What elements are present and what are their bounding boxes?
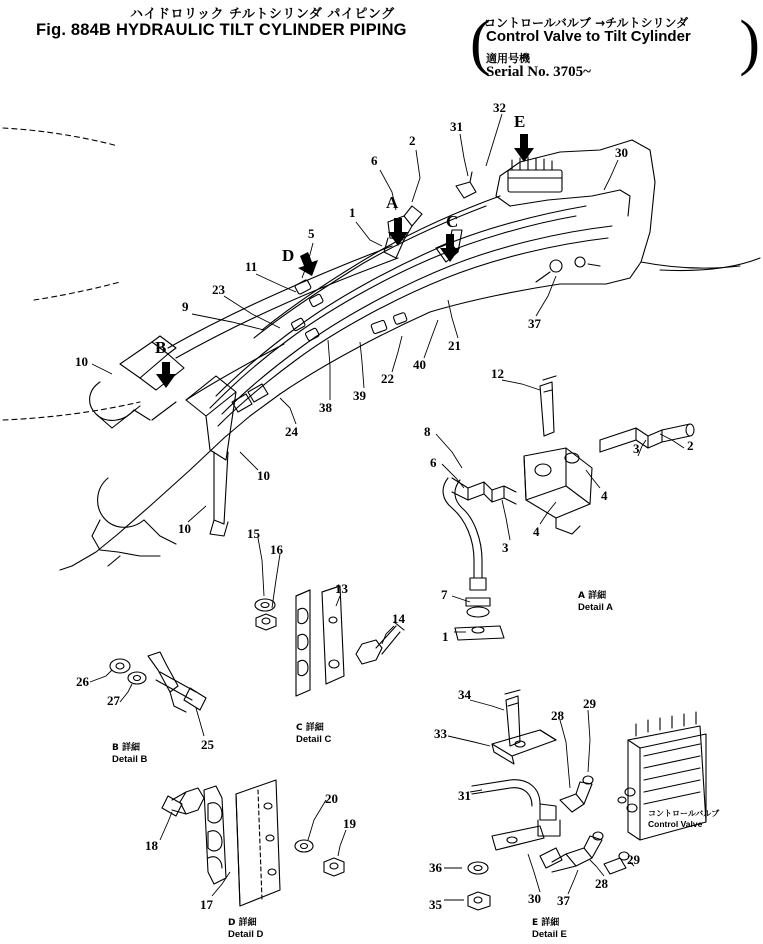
callout-26: 26	[76, 674, 89, 689]
callout-1-detail-a: 1	[442, 629, 449, 644]
paren-japanese-serial-label: 適用号機	[486, 52, 530, 65]
callout-21: 21	[448, 338, 461, 353]
section-letter-b: B	[155, 338, 167, 357]
callout-34: 34	[458, 687, 471, 702]
detail-caption-d-jp: D 詳細	[228, 918, 257, 928]
callout-12: 12	[491, 366, 504, 381]
detail-caption-a-en: Detail A	[578, 602, 614, 613]
paren-japanese-subtitle: コントロールバルブ →チルトシリンダ	[484, 16, 689, 30]
callout-35: 35	[429, 897, 442, 912]
detail-caption-b-jp: B 詳細	[112, 743, 140, 753]
callout-13: 13	[335, 581, 348, 596]
callout-29-lower-detail-e: 29	[627, 852, 640, 867]
detail-caption-a	[578, 591, 613, 613]
callout-10-b: 10	[257, 468, 270, 483]
detail-caption-a-jp: A 詳細	[578, 591, 607, 601]
callout-5: 5	[308, 226, 315, 241]
paren-serial-number: Serial No. 3705~	[486, 64, 591, 80]
callout-14: 14	[392, 611, 405, 626]
callout-3-detail-a-left: 3	[502, 540, 509, 555]
section-letter-a: A	[386, 193, 399, 212]
callout-28-upper-detail-e: 28	[551, 708, 564, 723]
callout-6-upper: 6	[371, 153, 378, 168]
callout-6-detail-a: 6	[430, 455, 437, 470]
callout-16: 16	[270, 542, 283, 557]
callout-23: 23	[212, 282, 225, 297]
callout-25: 25	[201, 737, 214, 752]
control-valve-label-jp: コントロールバルブ	[648, 809, 720, 818]
callout-20: 20	[325, 791, 338, 806]
callout-19: 19	[343, 816, 356, 831]
paren-english-subtitle: Control Valve to Tilt Cylinder	[486, 28, 691, 45]
callout-11: 11	[245, 259, 258, 274]
detail-caption-d	[228, 918, 263, 940]
callout-38: 38	[319, 400, 332, 415]
detail-caption-e-jp: E 詳細	[532, 918, 560, 928]
section-letter-c: C	[446, 212, 459, 231]
callout-8: 8	[424, 424, 431, 439]
callout-22: 22	[381, 371, 394, 386]
callout-31-upper: 31	[450, 119, 463, 134]
callout-2-detail-a: 2	[687, 438, 694, 453]
paren-left-bracket: (	[470, 9, 491, 77]
section-letter-e: E	[514, 112, 526, 131]
callout-24: 24	[285, 424, 298, 439]
callout-30-upper: 30	[615, 145, 628, 160]
control-valve-label-en: Control Valve	[648, 819, 703, 829]
callout-31-detail-e: 31	[458, 788, 471, 803]
callout-10-a: 10	[75, 354, 88, 369]
paren-right-bracket: )	[739, 9, 760, 77]
detail-caption-e-en: Detail E	[532, 929, 567, 940]
section-letter-d: D	[282, 246, 295, 265]
callout-7: 7	[441, 587, 448, 602]
callout-3-detail-a-right: 3	[633, 441, 640, 456]
callout-28-lower-detail-e: 28	[595, 876, 608, 891]
control-valve-label	[648, 809, 719, 829]
detail-caption-c	[296, 723, 331, 745]
callout-32: 32	[493, 100, 506, 115]
callout-33: 33	[434, 726, 447, 741]
callout-17: 17	[200, 897, 213, 912]
japanese-title: ハイドロリック チルトシリンダ パイピング	[130, 7, 395, 22]
callout-40: 40	[413, 357, 426, 372]
detail-caption-c-en: Detail C	[296, 734, 332, 745]
callout-39: 39	[353, 388, 366, 403]
callout-18: 18	[145, 838, 158, 853]
callout-29-upper-detail-e: 29	[583, 696, 596, 711]
callout-4-detail-a-left: 4	[533, 524, 540, 539]
callout-30-detail-e: 30	[528, 891, 541, 906]
callout-1-upper: 1	[349, 205, 356, 220]
figure-title: Fig. 884B HYDRAULIC TILT CYLINDER PIPING	[36, 21, 407, 39]
callout-15: 15	[247, 526, 260, 541]
detail-caption-e	[532, 918, 567, 940]
callout-10-c: 10	[178, 521, 191, 536]
detail-caption-b-en: Detail B	[112, 754, 148, 765]
callout-27: 27	[107, 693, 120, 708]
callout-4-detail-a-right: 4	[601, 488, 608, 503]
callout-9: 9	[182, 299, 189, 314]
callout-37-upper: 37	[528, 316, 541, 331]
callout-2-upper: 2	[409, 133, 416, 148]
detail-caption-c-jp: C 詳細	[296, 723, 324, 733]
detail-caption-b	[112, 743, 147, 765]
callout-36: 36	[429, 860, 442, 875]
callout-37-detail-e: 37	[557, 893, 570, 908]
detail-caption-d-en: Detail D	[228, 929, 264, 940]
